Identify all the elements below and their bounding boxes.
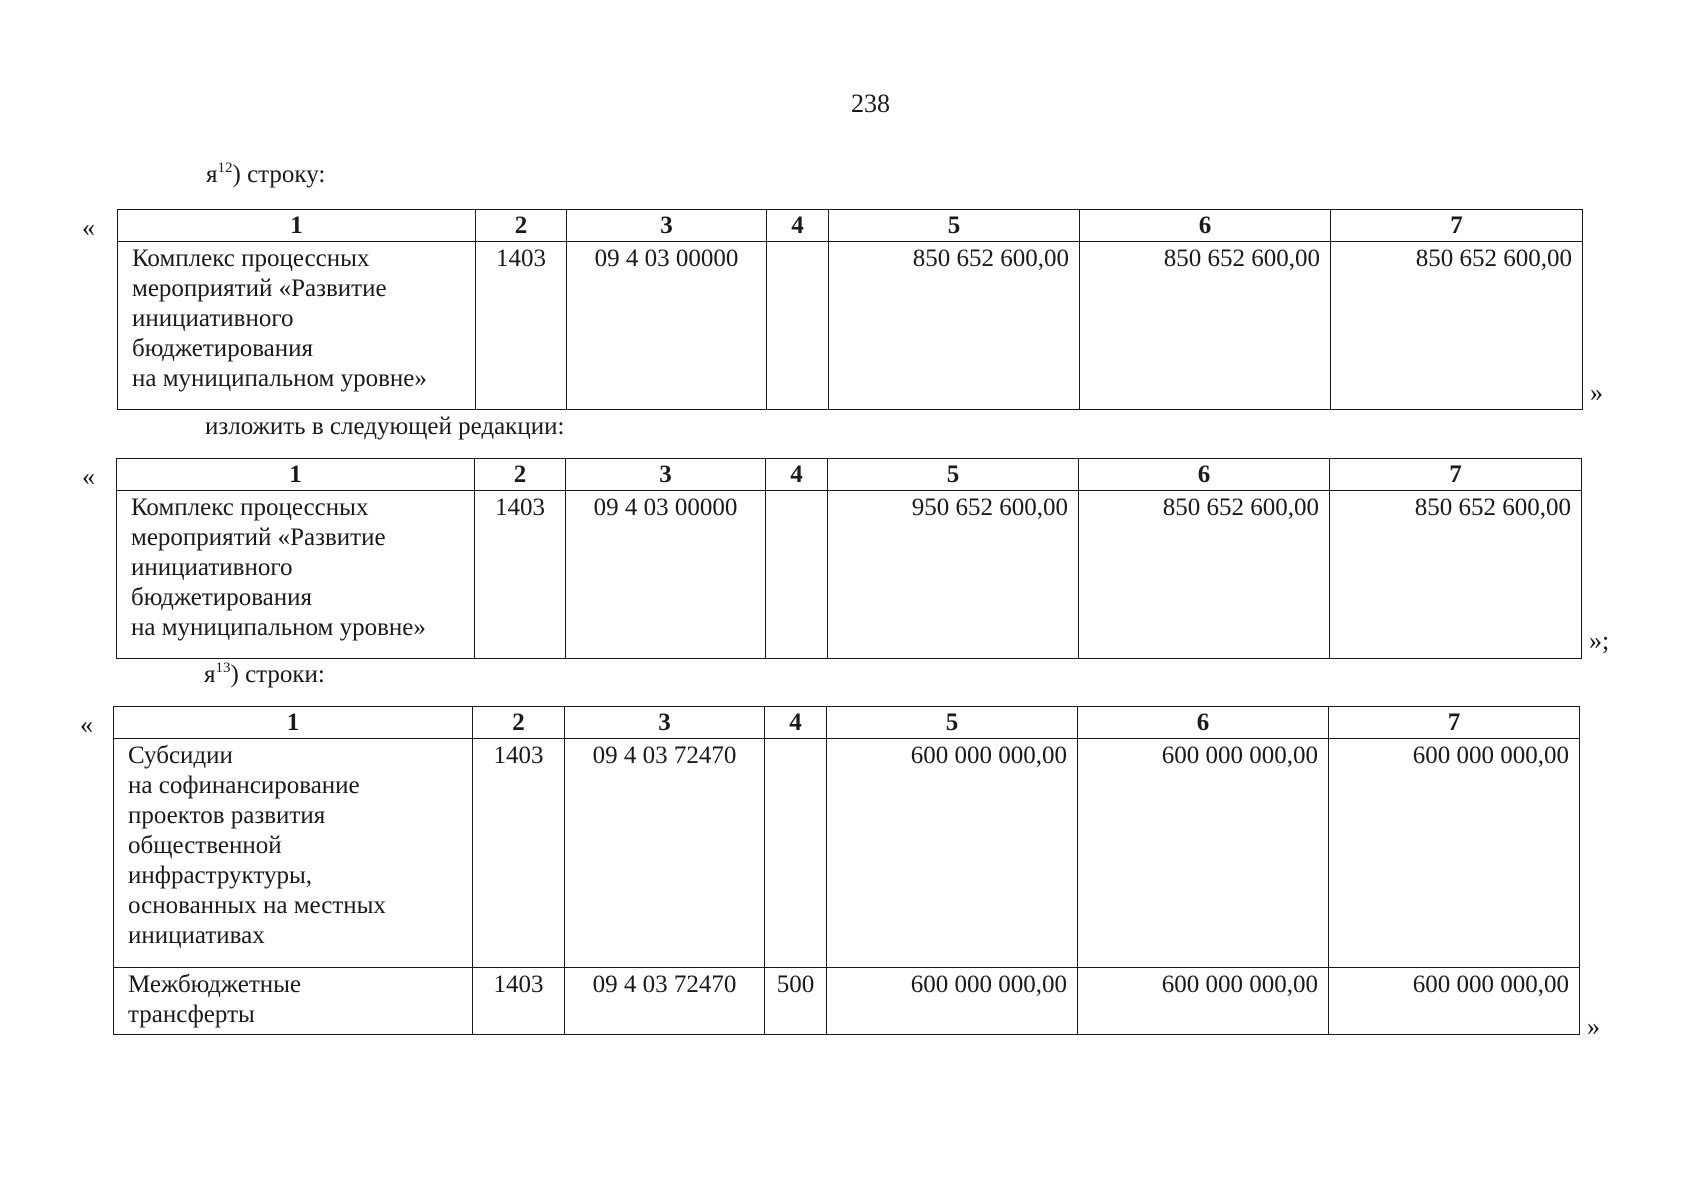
col-header-5: 5 bbox=[829, 210, 1080, 242]
amendment-text: изложить в следующей редакции: bbox=[205, 413, 565, 440]
table-a-open-quote: « bbox=[82, 213, 95, 242]
section-b-intro-text: ) строки: bbox=[230, 661, 325, 688]
row-section-code: 1403 bbox=[473, 968, 565, 1035]
col-header-3: 3 bbox=[567, 210, 767, 242]
table-c-close-quote: » bbox=[1587, 1012, 1600, 1041]
col-header-4: 4 bbox=[766, 459, 828, 491]
section-a-letter: я bbox=[206, 161, 218, 188]
table-c bbox=[113, 706, 1580, 1035]
page-number: 238 bbox=[851, 89, 890, 118]
row-name: Комплекс процессных мероприятий «Развитие инициативного бюджетирования на муниципальном уровне» bbox=[117, 491, 475, 659]
col-header-3: 3 bbox=[565, 707, 765, 739]
row-amount-7: 850 652 600,00 bbox=[1331, 242, 1583, 410]
col-header-1: 1 bbox=[114, 707, 473, 739]
col-header-6: 6 bbox=[1080, 210, 1331, 242]
table-header-row bbox=[118, 210, 1583, 242]
col-header-2: 2 bbox=[476, 210, 567, 242]
table-header-row bbox=[117, 459, 1582, 491]
section-b-letter: я bbox=[204, 661, 216, 688]
table-header-row bbox=[114, 707, 1580, 739]
row-name: Межбюджетные трансферты bbox=[114, 968, 473, 1035]
section-b-superscript: 13 bbox=[215, 660, 231, 676]
row-amount-5: 600 000 000,00 bbox=[827, 968, 1078, 1035]
row-section-code: 1403 bbox=[475, 491, 566, 659]
col-header-4: 4 bbox=[767, 210, 829, 242]
col-header-2: 2 bbox=[475, 459, 566, 491]
table-row bbox=[114, 739, 1580, 968]
row-section-code: 1403 bbox=[476, 242, 567, 410]
table-a bbox=[117, 209, 1583, 410]
row-amount-6: 850 652 600,00 bbox=[1079, 491, 1330, 659]
table-a-close-quote: » bbox=[1590, 378, 1603, 407]
col-header-7: 7 bbox=[1330, 459, 1582, 491]
row-name: Комплекс процессных мероприятий «Развитие инициативного бюджетирования на муниципальном уровне» bbox=[118, 242, 476, 410]
row-expense-type: 500 bbox=[765, 968, 827, 1035]
section-a-intro bbox=[206, 160, 325, 190]
section-b-intro bbox=[204, 660, 325, 690]
row-amount-6: 600 000 000,00 bbox=[1078, 739, 1329, 968]
row-amount-7: 600 000 000,00 bbox=[1329, 739, 1580, 968]
col-header-3: 3 bbox=[566, 459, 766, 491]
table-c-open-quote: « bbox=[80, 710, 93, 739]
row-expense-type bbox=[765, 739, 827, 968]
row-target-code: 09 4 03 72470 bbox=[565, 739, 765, 968]
col-header-5: 5 bbox=[827, 707, 1078, 739]
row-expense-type bbox=[766, 491, 828, 659]
section-a-superscript: 12 bbox=[217, 160, 233, 176]
table-b bbox=[116, 458, 1582, 659]
row-amount-6: 850 652 600,00 bbox=[1080, 242, 1331, 410]
col-header-5: 5 bbox=[828, 459, 1079, 491]
col-header-1: 1 bbox=[117, 459, 475, 491]
row-amount-6: 600 000 000,00 bbox=[1078, 968, 1329, 1035]
row-amount-7: 600 000 000,00 bbox=[1329, 968, 1580, 1035]
row-target-code: 09 4 03 00000 bbox=[566, 491, 766, 659]
col-header-2: 2 bbox=[473, 707, 565, 739]
row-amount-5: 600 000 000,00 bbox=[827, 739, 1078, 968]
row-target-code: 09 4 03 72470 bbox=[565, 968, 765, 1035]
row-amount-5: 850 652 600,00 bbox=[829, 242, 1080, 410]
col-header-7: 7 bbox=[1331, 210, 1583, 242]
row-expense-type bbox=[767, 242, 829, 410]
table-row bbox=[114, 968, 1580, 1035]
table-row bbox=[117, 491, 1582, 659]
col-header-6: 6 bbox=[1078, 707, 1329, 739]
row-amount-5: 950 652 600,00 bbox=[828, 491, 1079, 659]
section-a-intro-text: ) строку: bbox=[232, 161, 326, 188]
table-b-open-quote: « bbox=[82, 462, 95, 491]
row-target-code: 09 4 03 00000 bbox=[567, 242, 767, 410]
col-header-4: 4 bbox=[765, 707, 827, 739]
row-section-code: 1403 bbox=[473, 739, 565, 968]
row-name: Субсидии на софинансирование проектов развития общественной инфраструктуры, основанных на местных инициативах bbox=[114, 739, 473, 968]
row-amount-7: 850 652 600,00 bbox=[1330, 491, 1582, 659]
col-header-6: 6 bbox=[1079, 459, 1330, 491]
col-header-7: 7 bbox=[1329, 707, 1580, 739]
table-b-close-quote: »; bbox=[1589, 626, 1610, 655]
table-row bbox=[118, 242, 1583, 410]
col-header-1: 1 bbox=[118, 210, 476, 242]
